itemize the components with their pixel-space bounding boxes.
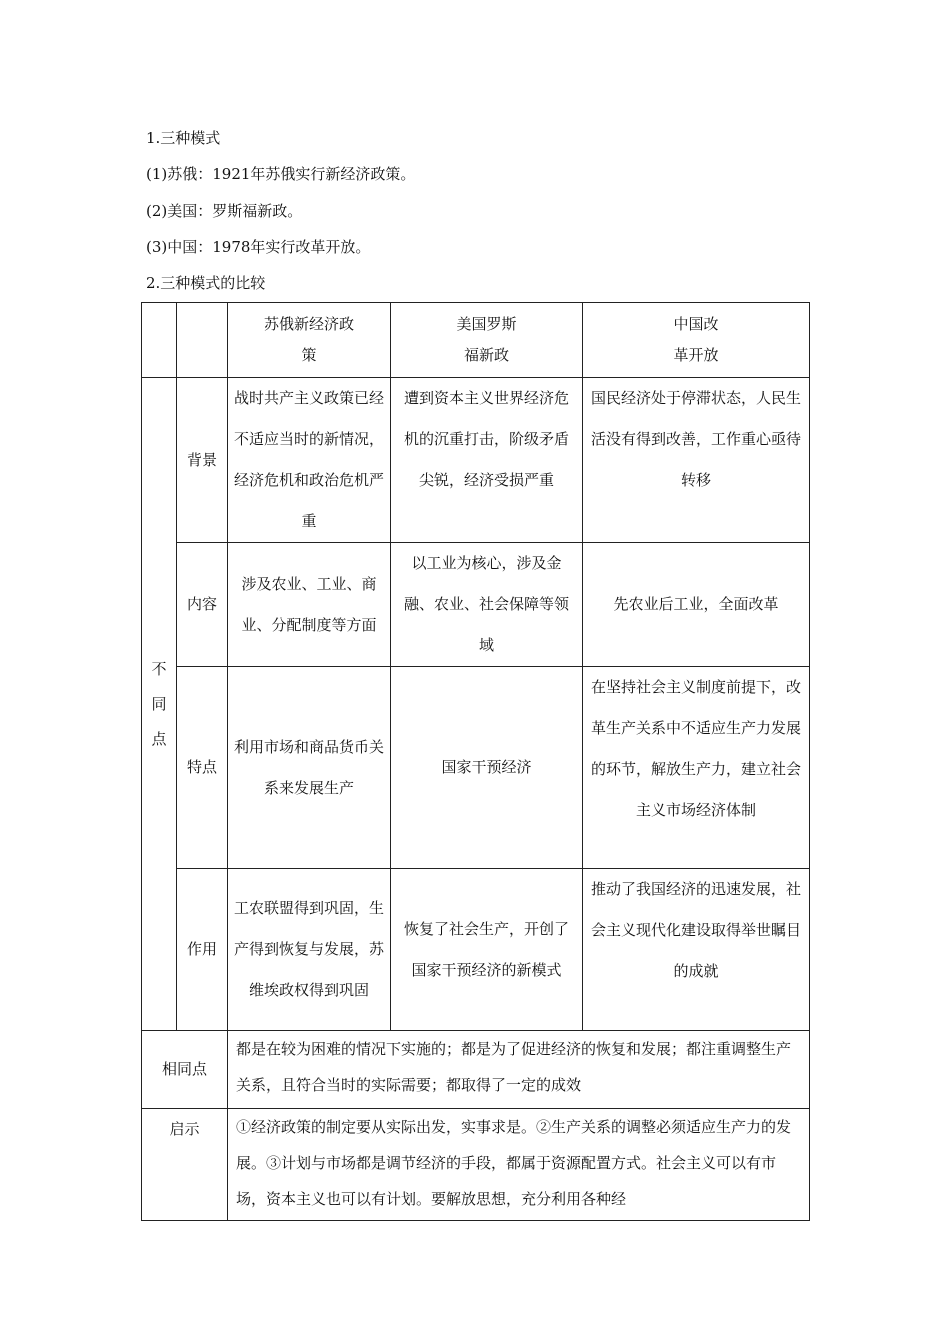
section-heading-2: 2.三种模式的比较	[146, 274, 266, 292]
diff-label: 不同点	[142, 378, 177, 1031]
table-row	[142, 543, 810, 667]
intro-line-2: (2)美国：罗斯福新政。	[146, 202, 303, 220]
header-usa: 美国罗斯福新政	[391, 303, 583, 378]
header-empty-2	[177, 303, 228, 378]
cell-feature-china: 在坚持社会主义制度前提下，改革生产关系中不适应生产力发展的环节，解放生产力，建立社会主义市场经济体制	[583, 667, 810, 869]
comparison-table	[141, 302, 810, 1221]
insight-label: 启示	[142, 1109, 228, 1221]
table-header-row	[142, 303, 810, 378]
same-label: 相同点	[142, 1031, 228, 1109]
cell-effect-usa: 恢复了社会生产，开创了国家干预经济的新模式	[391, 869, 583, 1031]
row-label-feature: 特点	[177, 667, 228, 869]
table-row	[142, 869, 810, 1031]
cell-feature-soviet: 利用市场和商品货币关系来发展生产	[228, 667, 391, 869]
section-heading-1: 1.三种模式	[146, 129, 221, 147]
header-soviet: 苏俄新经济政策	[228, 303, 391, 378]
cell-content-china: 先农业后工业，全面改革	[583, 543, 810, 667]
table-row-same	[142, 1031, 810, 1109]
cell-effect-china: 推动了我国经济的迅速发展，社会主义现代化建设取得举世瞩目的成就	[583, 869, 810, 1031]
cell-background-china: 国民经济处于停滞状态，人民生活没有得到改善，工作重心亟待转移	[583, 378, 810, 543]
table-row	[142, 667, 810, 869]
same-text: 都是在较为困难的情况下实施的；都是为了促进经济的恢复和发展；都注重调整生产关系，且符合当时的实际需要；都取得了一定的成效	[228, 1031, 810, 1109]
row-label-content: 内容	[177, 543, 228, 667]
table-row-insight	[142, 1109, 810, 1221]
header-china: 中国改革开放	[583, 303, 810, 378]
table-row	[142, 378, 810, 543]
row-label-effect: 作用	[177, 869, 228, 1031]
header-empty-1	[142, 303, 177, 378]
cell-feature-usa: 国家干预经济	[391, 667, 583, 869]
insight-text: ①经济政策的制定要从实际出发，实事求是。②生产关系的调整必须适应生产力的发展。③计划与市场都是调节经济的手段，都属于资源配置方式。社会主义可以有市场，资本主义也可以有计划。要解放思想，充分利用各种经	[228, 1109, 810, 1221]
cell-content-usa: 以工业为核心，涉及金融、农业、社会保障等领域	[391, 543, 583, 667]
intro-line-3: (3)中国：1978年实行改革开放。	[146, 238, 371, 256]
cell-background-usa: 遭到资本主义世界经济危机的沉重打击，阶级矛盾尖锐，经济受损严重	[391, 378, 583, 543]
intro-line-1: (1)苏俄：1921年苏俄实行新经济政策。	[146, 165, 416, 183]
cell-effect-soviet: 工农联盟得到巩固，生产得到恢复与发展，苏维埃政权得到巩固	[228, 869, 391, 1031]
cell-background-soviet: 战时共产主义政策已经不适应当时的新情况，经济危机和政治危机严重	[228, 378, 391, 543]
row-label-background: 背景	[177, 378, 228, 543]
cell-content-soviet: 涉及农业、工业、商业、分配制度等方面	[228, 543, 391, 667]
